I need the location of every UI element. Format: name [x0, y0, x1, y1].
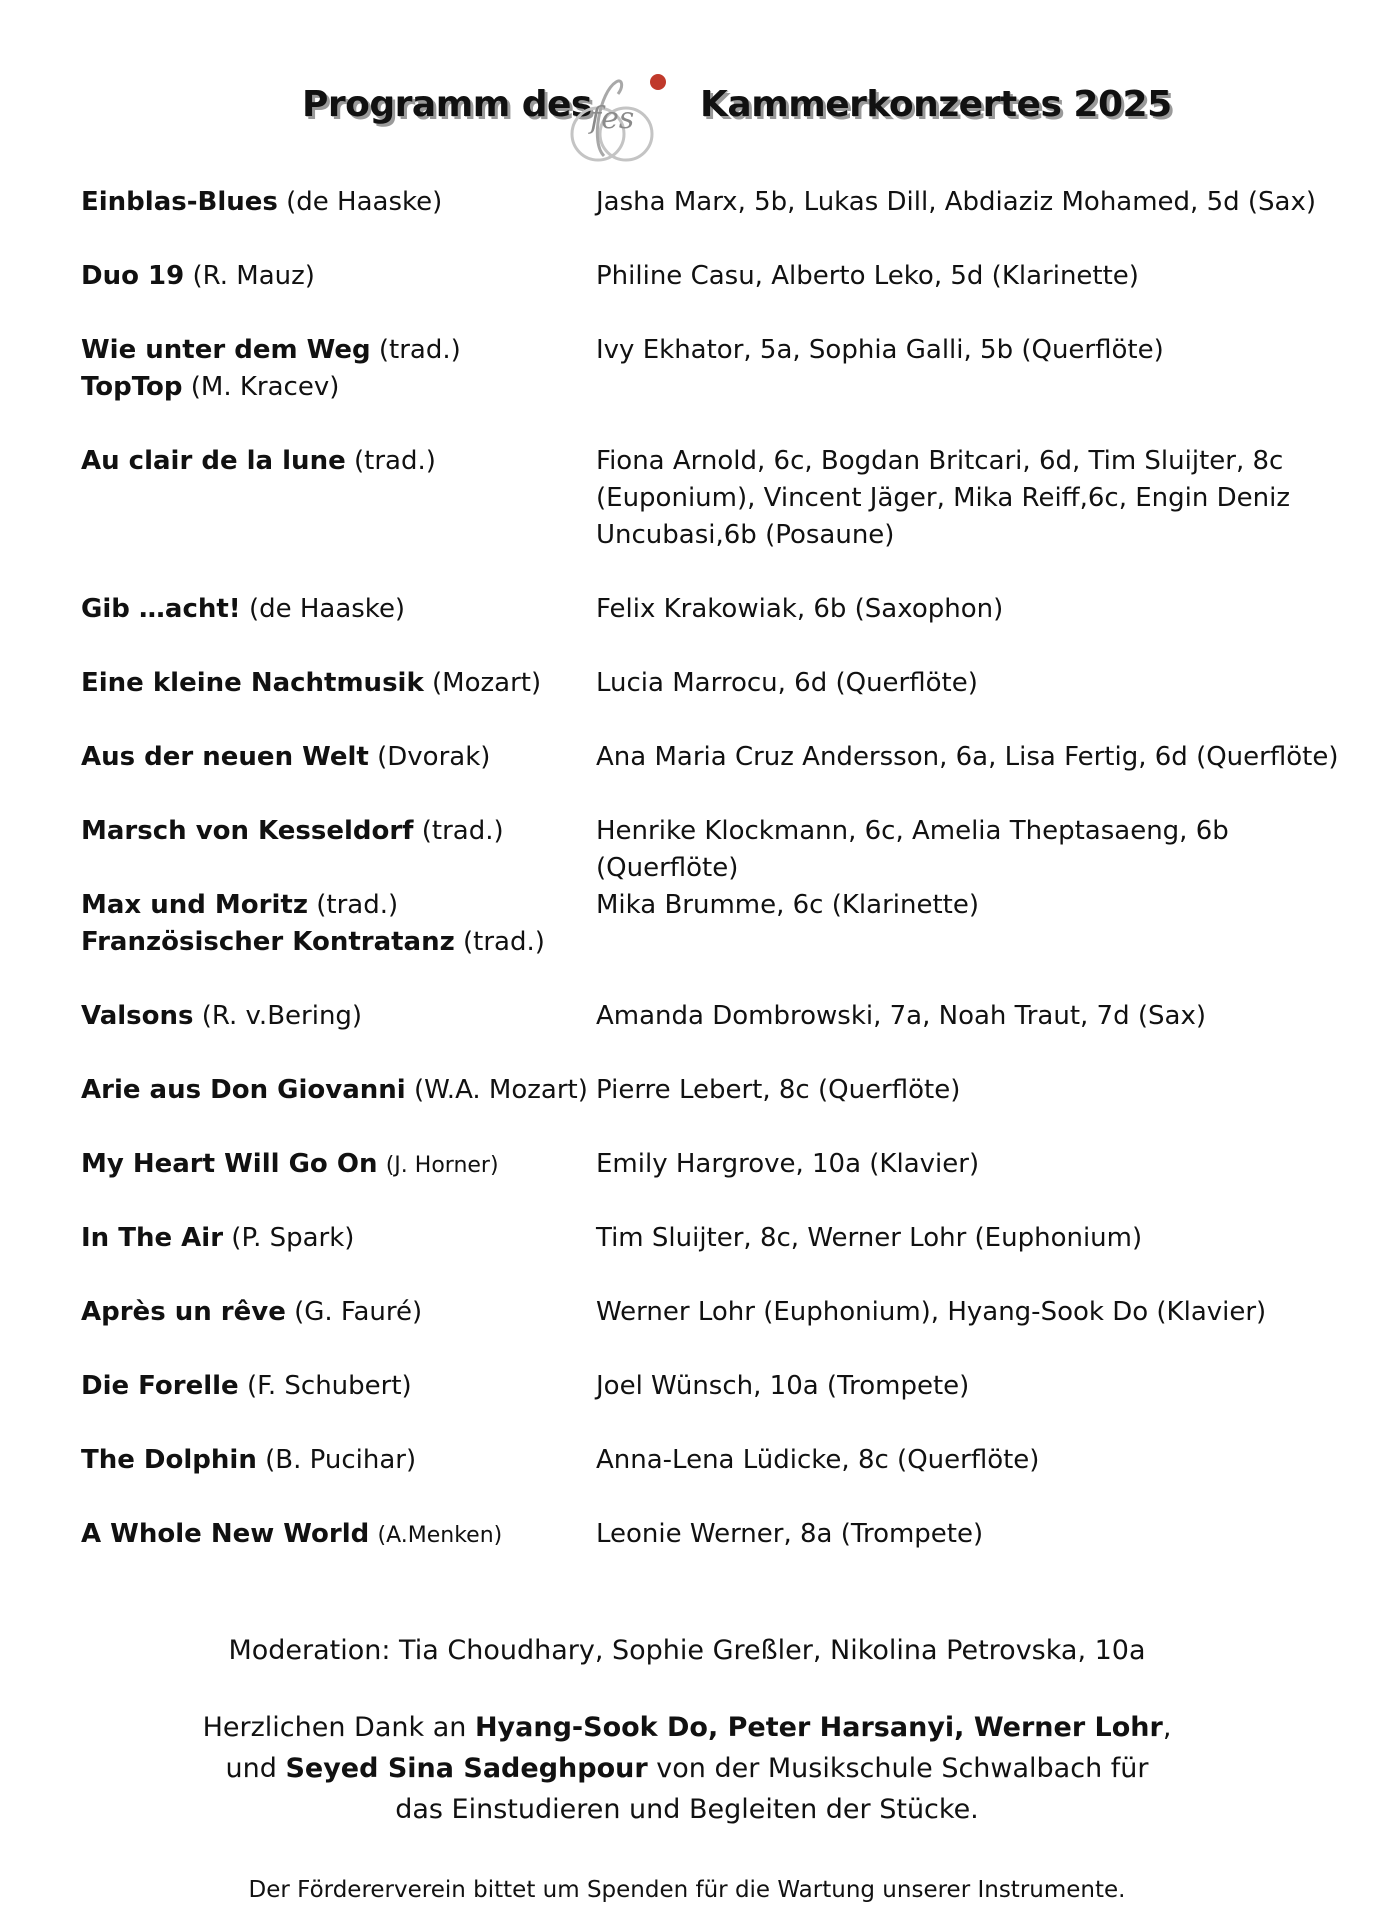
piece-line [81, 813, 591, 850]
program-row [81, 1072, 1361, 1146]
piece-line [81, 1220, 591, 1257]
program-list [81, 184, 1361, 1590]
piece-composer: (J. Horner) [385, 1153, 499, 1178]
thanks-comma: , [1162, 1712, 1172, 1743]
program-row [81, 813, 1361, 887]
piece-line [81, 1368, 591, 1405]
piece-title: Die Forelle [81, 1371, 239, 1401]
piece-line [81, 1516, 591, 1554]
piece-composer: (trad.) [378, 335, 461, 365]
program-row [81, 1220, 1361, 1294]
piece-cell [81, 998, 591, 1035]
piece-composer: (Dvorak) [377, 742, 491, 772]
program-row [81, 1442, 1361, 1516]
performers-cell: Amanda Dombrowski, 7a, Noah Traut, 7d (Sax) [596, 1001, 1206, 1031]
piece-title: Französischer Kontratanz [81, 927, 455, 957]
piece-line [81, 924, 591, 961]
piece-line [81, 1072, 591, 1109]
piece-cell [81, 258, 591, 295]
footer [0, 1630, 1374, 1911]
program-row [81, 332, 1361, 443]
piece-line [81, 184, 591, 221]
performers-cell: Tim Sluijter, 8c, Werner Lohr (Euphonium) [596, 1223, 1143, 1253]
piece-line [81, 332, 591, 369]
thanks-und: und [225, 1753, 286, 1784]
piece-cell [81, 1442, 591, 1479]
performers-cell: Lucia Marrocu, 6d (Querflöte) [596, 668, 978, 698]
piece-title: In The Air [81, 1223, 224, 1253]
piece-title: Gib …acht! [81, 594, 241, 624]
program-row [81, 739, 1361, 813]
program-row [81, 184, 1361, 258]
moderation-line: Moderation: Tia Choudhary, Sophie Greßler, Nikolina Petrovska, 10a [228, 1635, 1146, 1666]
piece-line [81, 591, 591, 628]
performers-cell: Jasha Marx, 5b, Lukas Dill, Abdiaziz Mohamed, 5d (Sax) [596, 187, 1317, 217]
piece-title: A Whole New World [81, 1519, 370, 1549]
thanks-suffix: von der Musikschule Schwalbach für [647, 1753, 1149, 1784]
piece-cell [81, 739, 591, 776]
piece-cell [81, 813, 591, 850]
piece-line [81, 443, 591, 480]
piece-title: Après un rêve [81, 1297, 286, 1327]
performers-cell: Anna-Lena Lüdicke, 8c (Querflöte) [596, 1445, 1040, 1475]
program-row [81, 1146, 1361, 1220]
program-row [81, 1516, 1361, 1590]
piece-title: Aus der neuen Welt [81, 742, 369, 772]
piece-title: The Dolphin [81, 1445, 257, 1475]
piece-line [81, 1442, 591, 1479]
performers-cell: Henrike Klockmann, 6c, Amelia Theptasaeng, 6b (Querflöte) [596, 816, 1229, 883]
thanks-names-2: Seyed Sina Sadeghpour [285, 1753, 648, 1784]
thanks-line3: das Einstudieren und Begleiten der Stücke. [395, 1794, 979, 1825]
performers-cell: Joel Wünsch, 10a (Trompete) [596, 1371, 970, 1401]
piece-cell [81, 184, 591, 221]
piece-title: Wie unter dem Weg [81, 335, 371, 365]
program-row [81, 1294, 1361, 1368]
performers-cell: Leonie Werner, 8a (Trompete) [596, 1519, 984, 1549]
piece-composer: (R. v.Bering) [201, 1001, 363, 1031]
piece-title: Eine kleine Nachtmusik [81, 668, 424, 698]
piece-composer: (G. Fauré) [294, 1297, 423, 1327]
performers-cell: Werner Lohr (Euphonium), Hyang-Sook Do (Klavier) [596, 1297, 1267, 1327]
title-right: Kammerkonzertes 2025 [700, 84, 1172, 125]
logo-red-dot [650, 74, 666, 90]
piece-title: Au clair de la lune [81, 446, 346, 476]
piece-composer: (W.A. Mozart) [413, 1075, 588, 1105]
piece-composer: (A.Menken) [377, 1523, 503, 1548]
program-row [81, 998, 1361, 1072]
performers-cell: Ivy Ekhator, 5a, Sophia Galli, 5b (Querflöte) [596, 335, 1164, 365]
piece-composer: (de Haaske) [286, 187, 443, 217]
piece-line [81, 998, 591, 1035]
piece-cell [81, 591, 591, 628]
logo-text: fes [590, 101, 635, 136]
performers-cell: Felix Krakowiak, 6b (Saxophon) [596, 594, 1004, 624]
program-row [81, 1368, 1361, 1442]
piece-line [81, 665, 591, 702]
piece-line [81, 739, 591, 776]
program-row [81, 591, 1361, 665]
piece-title: My Heart Will Go On [81, 1149, 378, 1179]
piece-composer: (B. Pucihar) [265, 1445, 417, 1475]
program-row [81, 443, 1361, 591]
piece-title: Arie aus Don Giovanni [81, 1075, 406, 1105]
piece-composer: (trad.) [421, 816, 504, 846]
performers-cell: Fiona Arnold, 6c, Bogdan Britcari, 6d, Tim Sluijter, 8c (Euponium), Vincent Jäger, Mika Reiff,6c, Engin Deniz Uncubasi,6b (Posaune) [596, 446, 1290, 550]
piece-cell [81, 1368, 591, 1405]
performers-cell: Pierre Lebert, 8c (Querflöte) [596, 1075, 961, 1105]
piece-cell [81, 1220, 591, 1257]
piece-line [81, 369, 591, 406]
piece-title: TopTop [81, 372, 183, 402]
program-row [81, 887, 1361, 998]
performers-cell: Philine Casu, Alberto Leko, 5d (Klarinette) [596, 261, 1139, 291]
title-left: Programm des [302, 84, 592, 125]
piece-title: Duo 19 [81, 261, 185, 291]
piece-composer: (trad.) [353, 446, 436, 476]
program-row [81, 665, 1361, 739]
piece-title: Valsons [81, 1001, 194, 1031]
thanks-paragraph [0, 1707, 1374, 1830]
piece-line [81, 1294, 591, 1331]
piece-cell [81, 332, 591, 406]
piece-composer: (trad.) [463, 927, 545, 957]
piece-composer: (M. Kracev) [190, 372, 340, 402]
piece-line [81, 258, 591, 295]
piece-composer: (Mozart) [432, 668, 542, 698]
program-row [81, 258, 1361, 332]
piece-cell [81, 887, 591, 961]
piece-line [81, 1146, 591, 1184]
performers-cell: Ana Maria Cruz Andersson, 6a, Lisa Fertig, 6d (Querflöte) [596, 742, 1339, 772]
piece-composer: (trad.) [316, 890, 399, 920]
piece-line [81, 887, 591, 924]
piece-composer: (de Haaske) [248, 594, 406, 624]
piece-composer: (R. Mauz) [192, 261, 315, 291]
thanks-names-1: Hyang-Sook Do, Peter Harsanyi, Werner Lohr [474, 1712, 1163, 1743]
piece-cell [81, 443, 591, 480]
piece-title: Max und Moritz [81, 890, 308, 920]
performers-cell: Mika Brumme, 6c (Klarinette) [596, 890, 980, 920]
donation-note: Der Fördererverein bittet um Spenden für die Wartung unserer Instrumente. [248, 1877, 1126, 1903]
thanks-prefix: Herzlichen Dank an [202, 1712, 475, 1743]
performers-cell: Emily Hargrove, 10a (Klavier) [596, 1149, 980, 1179]
piece-cell [81, 665, 591, 702]
fes-logo [560, 72, 700, 182]
piece-cell [81, 1294, 591, 1331]
piece-composer: (P. Spark) [231, 1223, 355, 1253]
piece-cell [81, 1146, 591, 1184]
piece-title: Einblas-Blues [81, 187, 278, 217]
document-header [0, 72, 1374, 182]
piece-cell [81, 1072, 591, 1109]
piece-title: Marsch von Kesseldorf [81, 816, 414, 846]
piece-composer: (F. Schubert) [246, 1371, 412, 1401]
piece-cell [81, 1516, 591, 1554]
